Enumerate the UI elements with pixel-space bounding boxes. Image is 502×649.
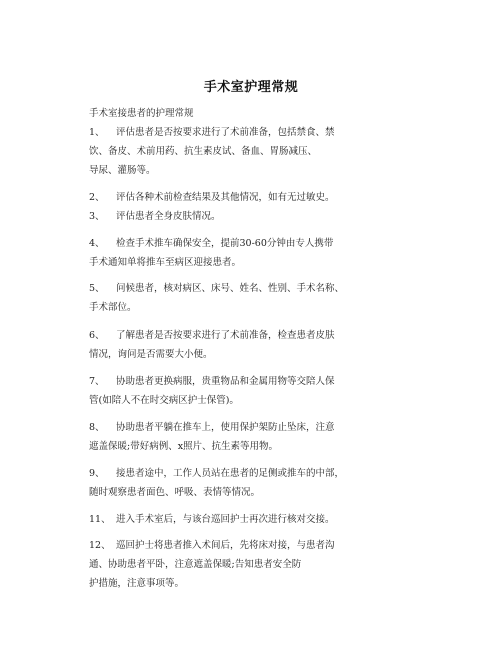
item-text: 了解患者是否按要求进行了术前准备，检查患者皮肤 [116, 330, 335, 341]
item-text: 遮盖保暖;带好病例、x照片、抗生素等用物。 [89, 441, 279, 452]
item-text: 评估患者是否按要求进行了术前准备，包括禁食、禁 [116, 127, 335, 138]
item-text: 协助患者平躺在推车上，使用保护架防止坠床，注意 [116, 422, 335, 433]
list-item-continuation [89, 578, 184, 590]
item-text: 管(如陪人不在时交病区护士保管)。 [89, 395, 239, 406]
list-item-continuation [89, 165, 156, 177]
item-text: 评估各种术前检查结果及其他情况，如有无过敏史。 [116, 192, 335, 203]
list-item-continuation [89, 146, 317, 158]
item-text: 随时观察患者面色、呼吸、表情等情况。 [89, 487, 261, 498]
list-item [89, 330, 335, 342]
item-number: 8、 [89, 422, 105, 433]
item-number: 9、 [89, 468, 105, 479]
list-item [89, 192, 335, 204]
list-item [89, 211, 221, 223]
item-number: 3、 [89, 211, 105, 222]
item-text: 护措施，注意事项等。 [89, 578, 185, 589]
list-item [89, 127, 335, 139]
item-text: 协助患者更换病服，贵重物品和金属用物等交陪人保 [116, 376, 335, 387]
list-item-continuation [89, 349, 213, 361]
document-title: 手术室护理常规 [203, 80, 299, 95]
item-text: 巡回护士将患者推入术间后，先将床对接，与患者沟 [116, 540, 335, 551]
item-text: 饮、备皮、术前用药、抗生素皮试、备血、胃肠减压、 [89, 146, 318, 157]
section-heading: 手术室接患者的护理常规 [89, 108, 194, 119]
item-text: 检查手术推车确保安全，提前30-60分钟由专人携带 [116, 238, 334, 249]
item-number: 4、 [89, 238, 105, 249]
item-text: 问候患者，核对病区、床号、姓名、性别、手术名称、 [116, 283, 345, 294]
item-text: 进入手术室后，与该台巡回护士再次进行核对交接。 [116, 514, 335, 525]
list-item [89, 514, 335, 526]
item-text: 手术通知单将推车至病区迎接患者。 [89, 257, 242, 268]
list-item [89, 422, 335, 434]
list-item [89, 238, 333, 250]
item-number: 1、 [89, 127, 105, 138]
list-item [89, 376, 335, 388]
item-text: 通、协助患者平卧，注意遮盖保暖;告知患者安全防 [89, 559, 302, 570]
list-item-continuation [89, 257, 241, 269]
item-text: 情况，询问是否需要大小便。 [89, 349, 213, 360]
item-number: 6、 [89, 330, 105, 341]
list-item [89, 540, 335, 552]
list-item [89, 468, 344, 480]
item-text: 手术部位。 [89, 302, 137, 313]
list-item [89, 283, 344, 295]
item-number: 7、 [89, 376, 105, 387]
list-item-continuation [89, 487, 260, 499]
list-item-continuation [89, 395, 239, 407]
item-number: 12、 [89, 540, 111, 551]
item-number: 2、 [89, 192, 105, 203]
item-text: 接患者途中，工作人员站在患者的足侧或推车的中部， [116, 468, 345, 479]
list-item-continuation [89, 559, 301, 571]
item-text: 导尿、灌肠等。 [89, 165, 156, 176]
item-number: 5、 [89, 283, 105, 294]
item-number: 11、 [89, 514, 111, 525]
item-text: 评估患者全身皮肤情况。 [116, 211, 221, 222]
list-item-continuation [89, 441, 278, 453]
list-item-continuation [89, 302, 137, 314]
